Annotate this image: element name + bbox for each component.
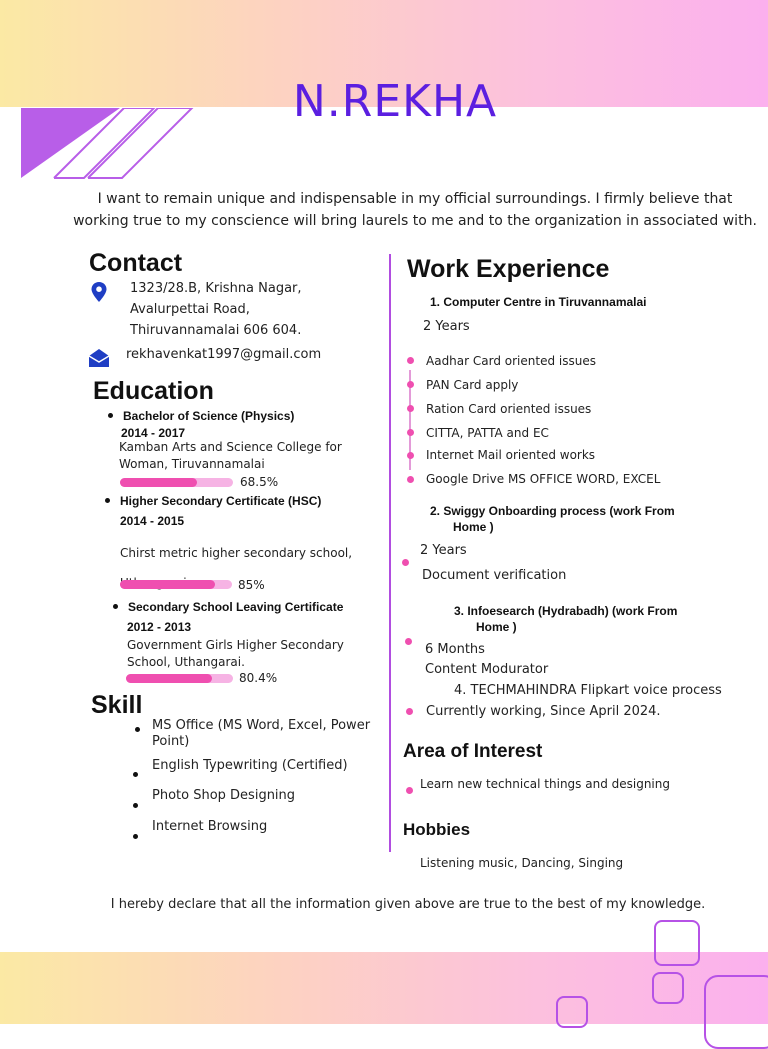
education-school: Kamban Arts and Science College for Woman, Tiruvannamalai — [119, 440, 342, 471]
education-degree: Secondary School Leaving Certificate — [128, 600, 344, 614]
contact-address: 1323/28.B, Krishna Nagar, Avalurpettai Road, Thiruvannamalai 606 604. — [130, 281, 302, 338]
education-years: 2012 - 2013 — [127, 620, 192, 634]
education-school: Chirst metric higher secondary school, — [120, 546, 353, 560]
email-icon — [88, 348, 110, 368]
job-task: Content Modurator — [425, 662, 549, 677]
work-heading: Work Experience — [407, 255, 610, 283]
timeline-dot — [406, 708, 413, 715]
skill-item: Photo Shop Designing — [152, 788, 296, 803]
timeline-dot — [407, 476, 414, 483]
candidate-name: N.REKHA — [292, 76, 498, 127]
education-years: 2014 - 2015 — [120, 514, 185, 528]
job-title: 2. Swiggy Onboarding process (work From Home ) — [430, 504, 675, 534]
interest-heading: Area of Interest — [403, 741, 543, 762]
declaration: I hereby declare that all the information given above are true to the best of my knowledge. — [110, 897, 706, 912]
job-task: Aadhar Card oriented issues — [426, 354, 596, 368]
timeline-dot — [407, 381, 414, 388]
timeline-dot — [405, 638, 412, 645]
education-score-bar — [126, 674, 233, 683]
job-duration: 6 Months — [425, 642, 485, 657]
skill-item: English Typewriting (Certified) — [152, 758, 348, 773]
decor-square — [654, 920, 700, 966]
contact-heading: Contact — [89, 249, 183, 277]
job-task: PAN Card apply — [426, 378, 519, 392]
timeline-dot — [402, 559, 409, 566]
education-degree: Higher Secondary Certificate (HSC) — [120, 494, 322, 508]
column-divider — [389, 254, 391, 852]
hobbies-heading: Hobbies — [403, 820, 471, 839]
education-score: 68.5% — [240, 475, 279, 489]
job-task: Internet Mail oriented works — [426, 448, 596, 462]
education-school: Government Girls Higher Secondary School, Uthangarai. — [127, 638, 344, 669]
education-degree: Bachelor of Science (Physics) — [123, 409, 295, 423]
job-title: 1. Computer Centre in Tiruvannamalai — [430, 295, 647, 309]
skill-heading: Skill — [91, 691, 143, 719]
interest-item: Learn new technical things and designing — [420, 777, 670, 791]
job-title: 4. TECHMAHINDRA Flipkart voice process — [454, 683, 722, 698]
education-years: 2014 - 2017 — [121, 426, 186, 440]
job-duration: 2 Years — [420, 543, 467, 558]
education-bullet — [105, 498, 110, 503]
education-score: 85% — [238, 578, 265, 592]
skill-item: Internet Browsing — [152, 819, 268, 834]
skill-bullet — [133, 772, 138, 777]
contact-email[interactable]: rekhavenkat1997@gmail.com — [126, 347, 322, 362]
education-score: 80.4% — [239, 671, 278, 685]
job-task: Document verification — [422, 568, 567, 583]
location-pin-icon — [91, 282, 107, 302]
skill-bullet — [135, 727, 140, 732]
education-heading: Education — [93, 377, 214, 405]
objective: I want to remain unique and indispensable in my official surroundings. I firmly believe that working true to my conscience will bring laurels to me and to the organization in associated with. — [73, 191, 757, 229]
timeline-dot — [407, 429, 414, 436]
skill-item: MS Office (MS Word, Excel, Power Point) — [152, 718, 371, 749]
job-task: Currently working, Since April 2024. — [426, 704, 661, 719]
hobbies-item: Listening music, Dancing, Singing — [420, 856, 624, 870]
education-bullet — [113, 604, 118, 609]
decor-square — [652, 972, 684, 1004]
job-task: CITTA, PATTA and EC — [426, 426, 549, 440]
job-title: 3. Infoesearch (Hydrabadh) (work From Home ) — [454, 604, 678, 634]
decor-square — [556, 996, 588, 1028]
skill-bullet — [133, 834, 138, 839]
timeline-dot — [407, 452, 414, 459]
timeline-dot — [407, 405, 414, 412]
decor-square — [704, 975, 768, 1049]
job-task: Ration Card oriented issues — [426, 402, 592, 416]
interest-bullet — [406, 787, 413, 794]
job-duration: 2 Years — [423, 319, 470, 334]
education-score-bar — [120, 478, 233, 487]
skill-bullet — [133, 803, 138, 808]
education-bullet — [108, 413, 113, 418]
timeline-dot — [407, 357, 414, 364]
job-task: Google Drive MS OFFICE WORD, EXCEL — [426, 472, 661, 486]
education-score-bar — [120, 580, 232, 589]
